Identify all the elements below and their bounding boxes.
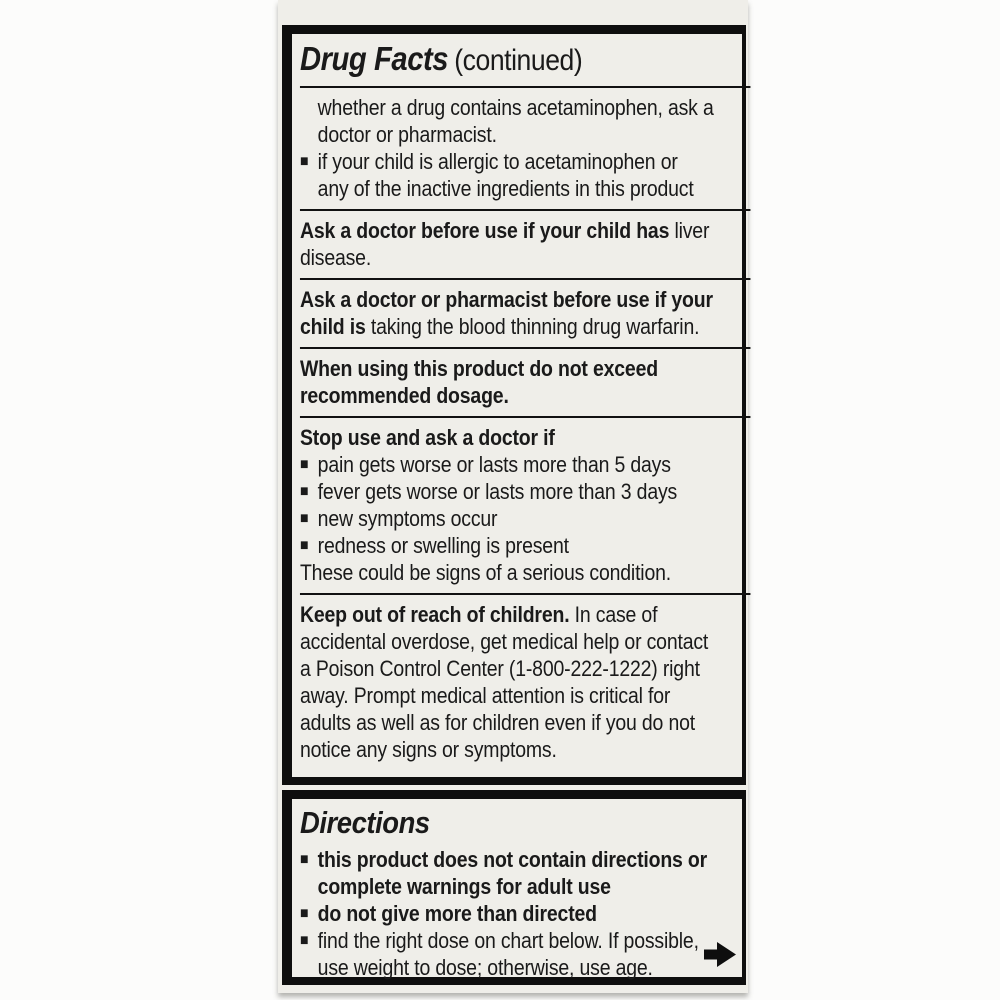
section-heading: child is	[299, 314, 366, 339]
warning-line	[300, 217, 750, 244]
warning-text: fever gets worse or lasts more than 3 days	[317, 479, 678, 504]
warning-line: whether a drug contains acetaminophen, ask a	[317, 95, 714, 120]
section-heading: When using this product do not exceed	[299, 356, 658, 381]
title-rule	[300, 86, 750, 88]
bullet-icon: ■	[299, 153, 309, 170]
warning-text: redness or swelling is present	[317, 533, 569, 558]
drug-label	[278, 0, 748, 993]
directions-title: Directions	[299, 805, 430, 840]
section-heading: Stop use and ask a doctor if	[299, 425, 555, 450]
warning-bullet-item	[300, 505, 750, 532]
warning-line: any of the inactive ingredients in this product	[317, 176, 694, 201]
warning-line: away. Prompt medical attention is critical for	[299, 683, 671, 708]
warning-line: if your child is allergic to acetaminophen or	[317, 149, 678, 174]
directions-line: use weight to dose; otherwise, use age.	[317, 955, 653, 980]
section-heading: Keep out of reach of children.	[299, 602, 570, 627]
warning-line: accidental overdose, get medical help or contact	[299, 629, 709, 654]
section-heading: recommended dosage.	[299, 383, 509, 408]
warning-bullet-item	[300, 451, 750, 478]
drug-facts-title-suffix: (continued)	[454, 44, 583, 77]
drug-facts-title	[300, 40, 750, 78]
section-rule	[300, 593, 750, 595]
directions-line	[300, 873, 750, 900]
directions-bullet-item	[300, 846, 750, 873]
section-rule	[300, 347, 750, 349]
right-arrow-icon	[704, 941, 736, 968]
directions-bullet-item	[300, 900, 750, 927]
drug-facts-title-main: Drug Facts	[299, 40, 449, 77]
warning-line: disease.	[299, 245, 372, 270]
warning-line	[300, 286, 750, 313]
warning-bullet-item	[300, 148, 750, 175]
directions-text: this product does not contain directions or	[317, 847, 708, 872]
warning-text: liver	[669, 218, 710, 243]
bullet-icon: ■	[299, 510, 309, 527]
warning-line	[300, 355, 750, 382]
directions-bullet-item	[300, 927, 750, 954]
warning-line: a Poison Control Center (1-800-222-1222) right	[299, 656, 700, 681]
directions-text: complete warnings for adult use	[317, 874, 611, 899]
warning-line: notice any signs or symptoms.	[299, 737, 557, 762]
warning-line	[300, 601, 750, 628]
warning-bullet-item	[300, 478, 750, 505]
warning-line	[300, 382, 750, 409]
bullet-icon: ■	[299, 456, 309, 473]
bullet-icon: ■	[299, 905, 309, 922]
warning-text: In case of	[569, 602, 658, 627]
warning-text: new symptoms occur	[317, 506, 498, 531]
bullet-icon: ■	[299, 932, 309, 949]
warning-bullet-item	[300, 532, 750, 559]
warning-text: pain gets worse or lasts more than 5 days	[317, 452, 671, 477]
drug-facts-panel	[282, 25, 746, 785]
section-rule	[300, 416, 750, 418]
directions-panel	[282, 790, 746, 985]
warning-line	[300, 424, 750, 451]
section-heading: Ask a doctor before use if your child has	[299, 218, 670, 243]
warning-line: doctor or pharmacist.	[317, 122, 497, 147]
section-heading: Ask a doctor or pharmacist before use if your	[299, 287, 713, 312]
section-rule	[300, 209, 750, 211]
bullet-icon: ■	[299, 851, 309, 868]
warning-text: taking the blood thinning drug warfarin.	[365, 314, 700, 339]
bullet-icon: ■	[299, 537, 309, 554]
warning-line	[300, 313, 750, 340]
directions-text: do not give more than directed	[317, 901, 597, 926]
warning-line: adults as well as for children even if you do not	[299, 710, 695, 735]
bullet-icon: ■	[299, 483, 309, 500]
directions-text: find the right dose on chart below. If possible,	[317, 928, 699, 953]
warning-line: These could be signs of a serious condition.	[299, 560, 671, 585]
section-rule	[300, 278, 750, 280]
